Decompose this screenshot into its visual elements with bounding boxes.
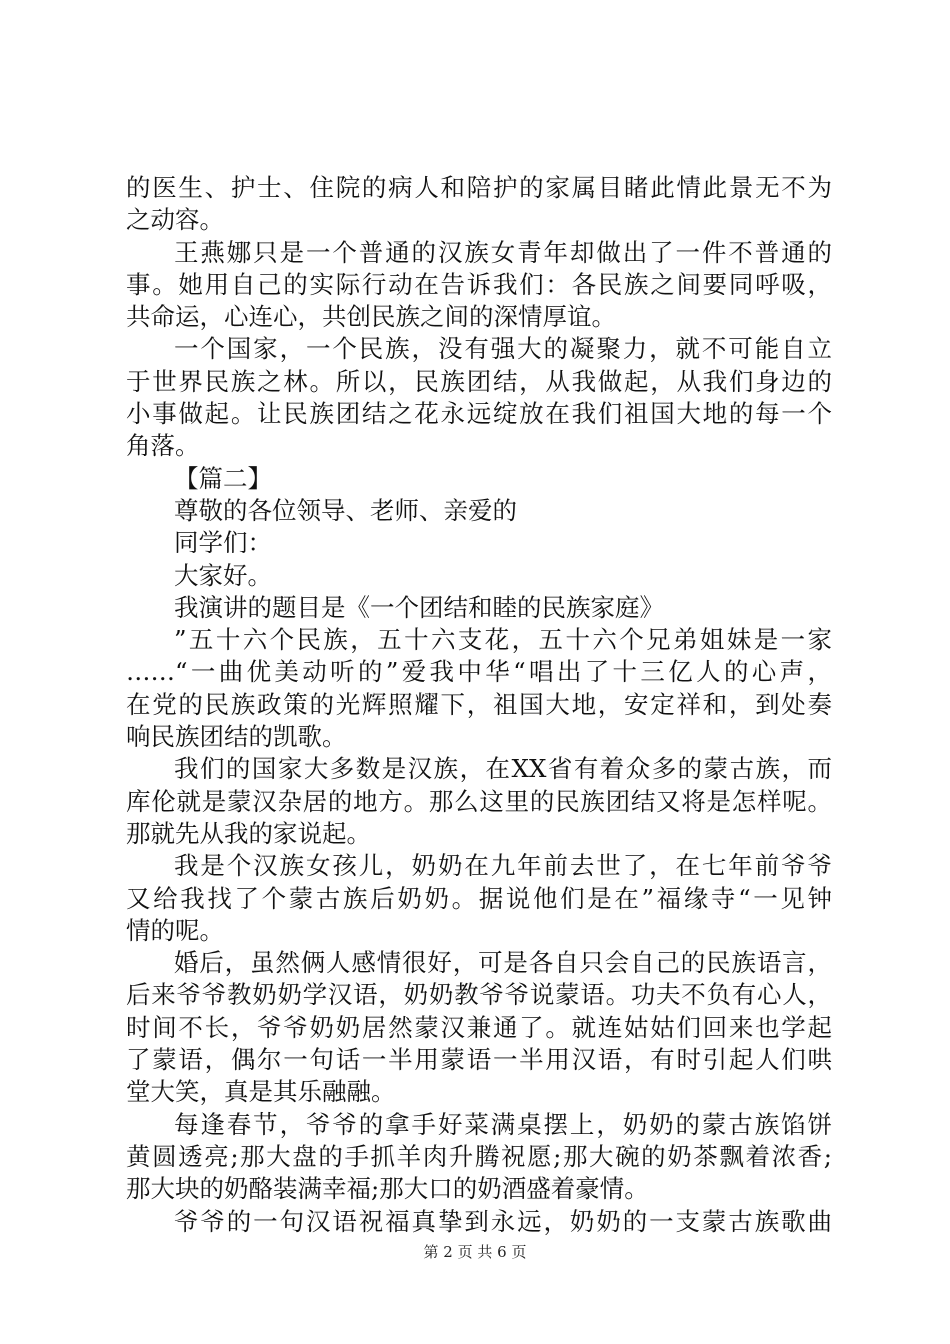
text-line: 每逢春节，爷爷的拿手好菜满桌摆上，奶奶的蒙古族馅饼: [174, 1109, 832, 1139]
text-line: 大家好。: [174, 560, 272, 590]
text-line: 那大块的奶酪装满幸福;那大口的奶酒盛着豪情。: [126, 1174, 649, 1204]
text-line: 婚后，虽然俩人感情很好，可是各自只会自己的民族语言，: [174, 948, 832, 978]
text-line: 尊敬的各位领导、老师、亲爱的: [174, 495, 517, 525]
text-line: 库伦就是蒙汉杂居的地方。那么这里的民族团结又将是怎样呢。: [126, 786, 832, 816]
text-line: 又给我找了个蒙古族后奶奶。据说他们是在”福缘寺“一见钟: [126, 883, 832, 913]
text-line: 黄圆透亮;那大盘的手抓羊肉升腾祝愿;那大碗的奶茶飘着浓香;: [126, 1141, 832, 1171]
page-footer: 第 2 页 共 6 页: [423, 1243, 527, 1261]
text-line: 我是个汉族女孩儿，奶奶在九年前去世了，在七年前爷爷: [174, 851, 832, 881]
text-line: 一个国家，一个民族，没有强大的凝聚力，就不可能自立: [174, 334, 832, 364]
text-line: 事。她用自己的实际行动在告诉我们：各民族之间要同呼吸，: [126, 269, 832, 299]
text-line: 我们的国家大多数是汉族，在XX省有着众多的蒙古族，而: [174, 754, 832, 784]
text-line: 之动容。: [126, 205, 224, 235]
document-body: [126, 172, 832, 1238]
text-line: 堂大笑，真是其乐融融。: [126, 1077, 396, 1107]
text-line: ”五十六个民族，五十六支花，五十六个兄弟姐妹是一家: [174, 625, 832, 655]
text-line: 响民族团结的凯歌。: [126, 722, 347, 752]
text-line: 的医生、护士、住院的病人和陪护的家属目睹此情此景无不为: [126, 173, 832, 202]
text-line: 角落。: [126, 431, 200, 461]
text-line: 小事做起。让民族团结之花永远绽放在我们祖国大地的每一个: [126, 399, 832, 429]
text-line: ……“一曲优美动听的”爱我中华“唱出了十三亿人的心声，: [126, 657, 832, 687]
text-line: 同学们：: [174, 528, 272, 558]
text-line: 共命运，心连心，共创民族之间的深情厚谊。: [126, 302, 616, 332]
text-line: 王燕娜只是一个普通的汉族女青年却做出了一件不普通的: [174, 237, 832, 267]
text-line: 了蒙语，偶尔一句话一半用蒙语一半用汉语，有时引起人们哄: [126, 1045, 832, 1075]
text-line: 【篇二】: [174, 463, 272, 493]
text-line: 我演讲的题目是《一个团结和睦的民族家庭》: [174, 592, 664, 622]
text-line: 时间不长，爷爷奶奶居然蒙汉兼通了。就连姑姑们回来也学起: [126, 1012, 832, 1042]
text-line: 后来爷爷教奶奶学汉语，奶奶教爷爷说蒙语。功夫不负有心人，: [126, 980, 832, 1010]
text-line: 在党的民族政策的光辉照耀下，祖国大地，安定祥和，到处奏: [126, 689, 832, 719]
text-line: 那就先从我的家说起。: [126, 818, 371, 848]
text-line: 于世界民族之林。所以，民族团结，从我做起，从我们身边的: [126, 366, 832, 396]
text-line: 爷爷的一句汉语祝福真挚到永远，奶奶的一支蒙古族歌曲: [174, 1206, 832, 1236]
text-line: 情的呢。: [126, 915, 224, 945]
